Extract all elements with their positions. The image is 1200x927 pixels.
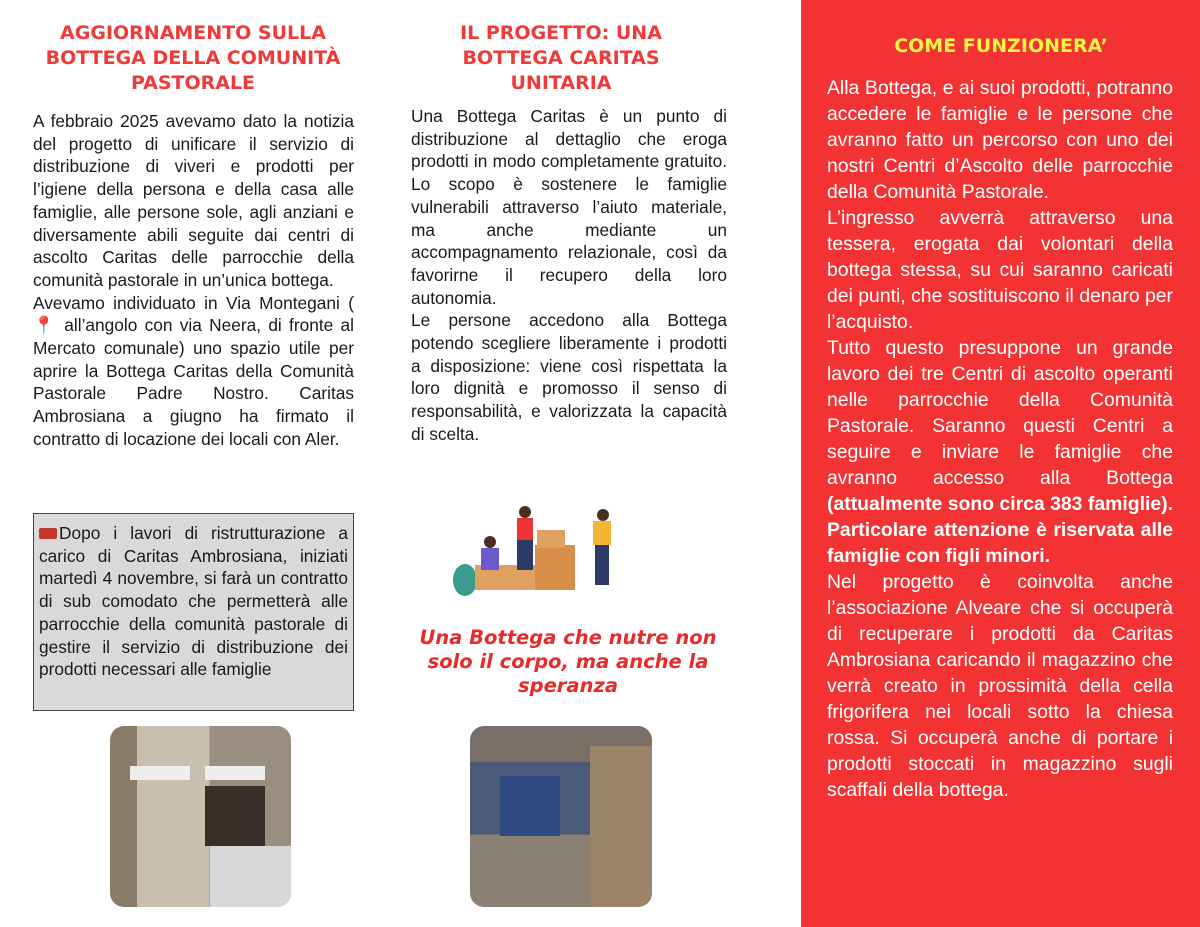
highlight-text: (attualmente sono circa 383 famiglie). Particolare attenzione è riservata alle famiglie con figli minori. — [827, 493, 1173, 567]
works-photo — [470, 726, 652, 907]
box-text — [39, 522, 348, 681]
col3-title: COME FUNZIONERA’ — [894, 35, 1108, 57]
col2-paragraph: Le persone accedono alla Bottega potendo scegliere liberamente i prodotti a disposizione: viene così rispettata la loro dignità e promosso il senso di responsabilità, e valorizzata la capacità di scelta. — [411, 310, 727, 444]
text: all’angolo con via Neera, di fronte al Mercato comunale) uno spazio utile per aprire la Bottega Caritas della Comunità Pastorale Padre Nostro. Caritas Ambrosiana a giugno ha firmato il contratto di locazione dei locali con Aler. — [33, 315, 354, 449]
col3-body — [827, 75, 1173, 803]
brick-icon — [39, 528, 57, 539]
col2-body — [411, 105, 727, 446]
col3-paragraph: L’ingresso avverrà attraverso una tessera, erogata dai volontari della bottega stessa, su cui saranno caricati dei punti, che sostituiscono il denaro per l’acquisto. — [827, 207, 1174, 333]
shop-photo — [110, 726, 291, 907]
col3-paragraph — [827, 335, 1173, 569]
volunteers-illustration — [445, 500, 625, 600]
col1-paragraph: A febbraio 2025 avevamo dato la notizia del progetto di unificare il servizio di distribuzione di viveri e prodotti per l’igiene della persona e della casa alle famiglie, alle persone sole, agli anziani e diversamente abili seguite dai centri di ascolto Caritas delle parrocchie della comunità pastorale in un’unica bottega. — [33, 111, 354, 290]
tagline: Una Bottega che nutre non solo il corpo, ma anche la speranza — [419, 626, 717, 697]
text: Dopo i lavori di ristrutturazione a carico di Caritas Ambrosiana, iniziati martedì 4 novembre, si farà un contratto di sub comodato che permetterà alle parrocchie della comunità pastorale di gestire il servizio di distribuzione dei prodotti necessari alle famiglie — [39, 523, 348, 680]
col3-paragraph: Alla Bottega, e ai suoi prodotti, potranno accedere le famiglie e le persone che avranno fatto un percorso con uno dei nostri Centri d’Ascolto delle parrocchie della Comunità Pastorale. — [827, 77, 1173, 203]
col1-paragraph-location — [33, 292, 354, 451]
col3-paragraph: Nel progetto è coinvolta anche l’associazione Alveare che si occuperà di recuperare i prodotti da Caritas Ambrosiana caricando il magazzino che verrà creato in prossimità della cella frigorifera nei locali sotto la chiesa rossa. Si occuperà anche di portare i prodotti stoccati in magazzino sugli scaffali della bottega. — [827, 571, 1173, 801]
col1-title: AGGIORNAMENTO SULLA BOTTEGA DELLA COMUNITÀ PASTORALE — [45, 22, 341, 94]
col1-body — [33, 110, 354, 510]
col2-paragraph: Una Bottega Caritas è un punto di distribuzione al dettaglio che eroga prodotti in modo completamente gratuito. Lo scopo è sostenere le famiglie vulnerabili attraverso l’aiuto materiale, ma anche mediante un accompagnamento relazionale, così da favorirne il recupero della loro autonomia. — [411, 106, 727, 308]
col2-title: IL PROGETTO: UNA BOTTEGA CARITAS UNITARIA — [460, 22, 662, 94]
text: Avevamo individuato in Via Montegani ( — [33, 292, 354, 313]
how-it-works-panel — [801, 0, 1200, 927]
pin-icon: 📍 — [33, 315, 58, 336]
update-box — [33, 513, 354, 711]
text: Tutto questo presuppone un grande lavoro dei tre Centri di ascolto operanti nelle parrocchie della Comunità Pastorale. Saranno questi Centri a seguire e inviare le famiglie che avranno accesso alla Bottega — [827, 337, 1173, 489]
